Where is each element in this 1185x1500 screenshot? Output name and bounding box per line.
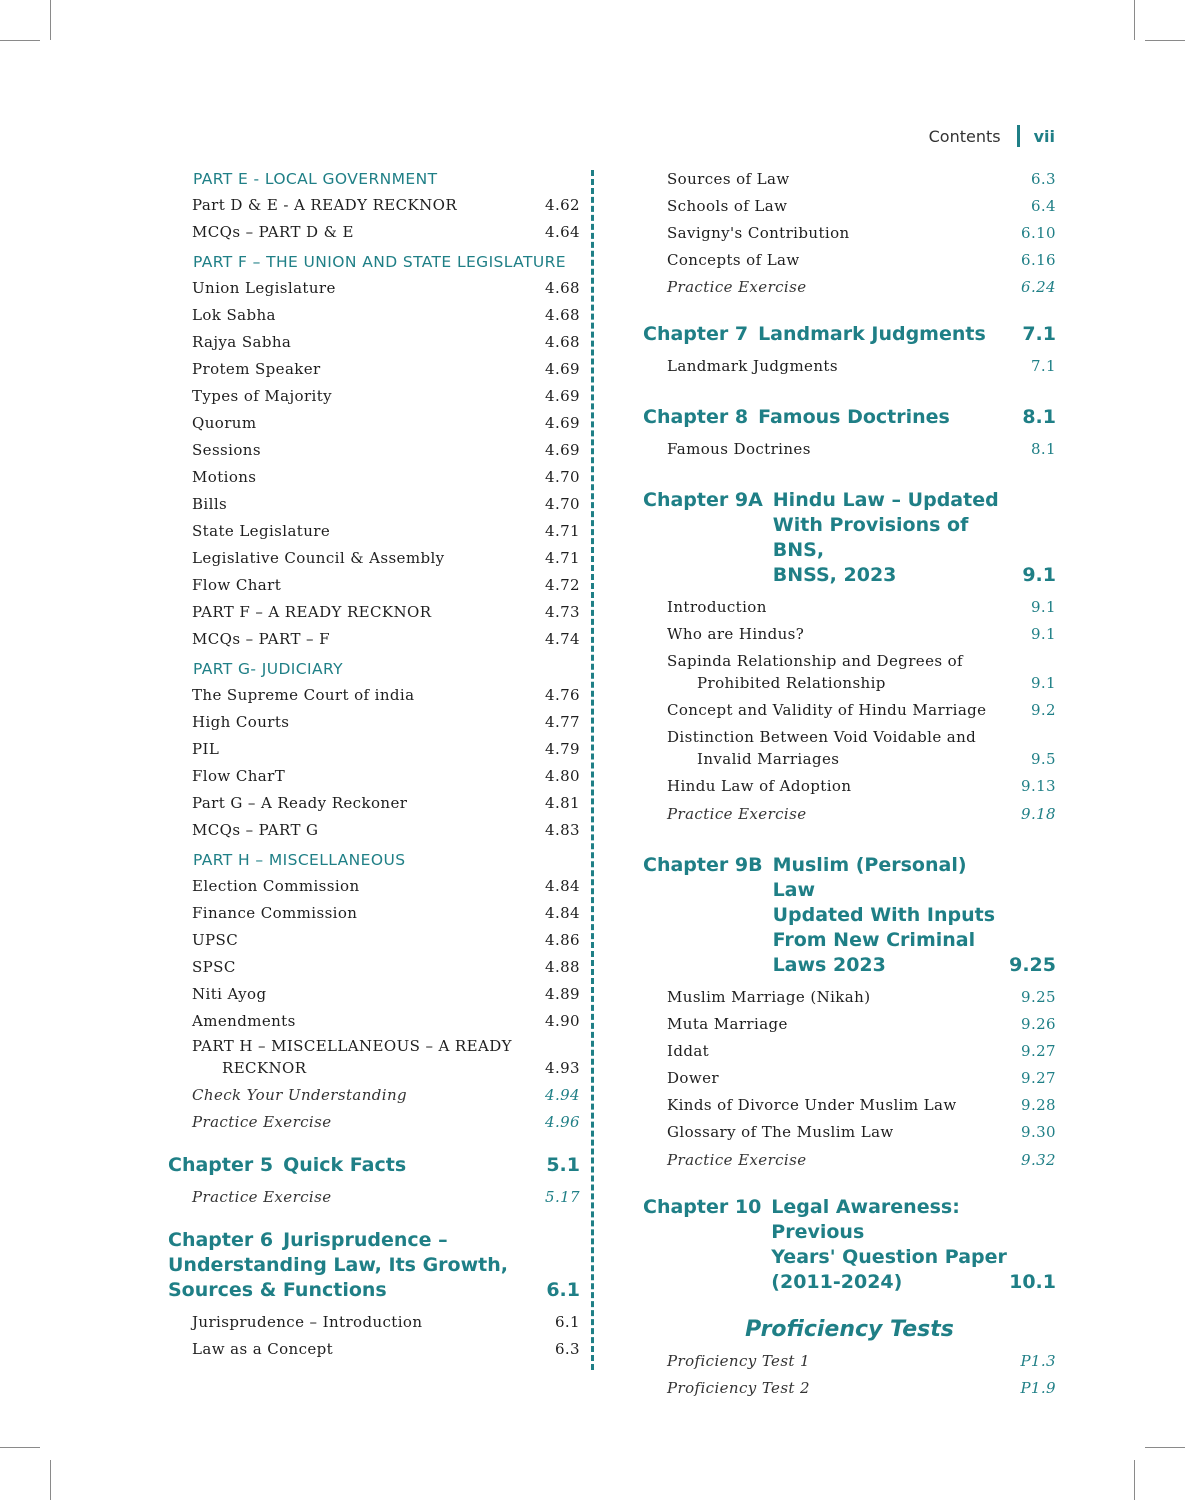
toc-entry-page: 7.1: [1030, 357, 1056, 375]
toc-entry-title: Quorum: [192, 414, 257, 432]
toc-entry[interactable]: [643, 1067, 1056, 1089]
chapter-heading[interactable]: [643, 853, 1056, 978]
toc-entry[interactable]: [168, 684, 580, 706]
part-heading: PART E - LOCAL GOVERNMENT: [193, 170, 438, 188]
toc-entry[interactable]: [643, 1094, 1056, 1116]
toc-entry-page: 4.70: [545, 468, 580, 486]
toc-entry[interactable]: [168, 520, 580, 542]
toc-entry[interactable]: [643, 222, 1056, 244]
toc-entry-title: Rajya Sabha: [192, 333, 292, 351]
toc-entry-title: Bills: [192, 495, 228, 513]
toc-entry-page: 4.84: [545, 877, 580, 895]
crop-mark: [50, 0, 51, 40]
toc-entry-page: 4.86: [545, 931, 580, 949]
toc-entry[interactable]: [643, 276, 1056, 298]
toc-entry[interactable]: [168, 304, 580, 326]
toc-entry[interactable]: [643, 168, 1056, 190]
toc-entry-title: Landmark Judgments: [667, 357, 838, 375]
toc-entry-title: Savigny's Contribution: [667, 224, 850, 242]
chapter-title: Understanding Law, Its Growth,: [168, 1254, 508, 1276]
toc-entry-title: Motions: [192, 468, 257, 486]
toc-entry[interactable]: [168, 221, 580, 243]
running-head: [929, 125, 1055, 147]
toc-list: [168, 277, 580, 650]
chapter-title: Jurisprudence –: [283, 1229, 448, 1251]
toc-entry[interactable]: [168, 765, 580, 787]
toc-entry-title: UPSC: [192, 931, 239, 949]
toc-entry-page: 9.1: [1030, 625, 1056, 643]
toc-entry[interactable]: [168, 1111, 580, 1133]
toc-entry-title: Practice Exercise: [667, 1151, 807, 1169]
chapter-number: Chapter 7: [643, 323, 749, 345]
chapter-title: Legal Awareness: Previous: [771, 1196, 960, 1243]
toc-entry-title: Union Legislature: [192, 279, 336, 297]
toc-entry-title: PART H – MISCELLANEOUS – A READY: [192, 1037, 512, 1055]
toc-entry[interactable]: [643, 1350, 1056, 1372]
toc-entry-title: Check Your Understanding: [192, 1086, 408, 1104]
running-head-label: Contents: [928, 126, 1001, 146]
toc-entry-page: 4.80: [545, 767, 580, 785]
chapter-number: Chapter 8: [643, 406, 749, 428]
chapter-title: Sources & Functions: [168, 1279, 387, 1301]
toc-entry[interactable]: [168, 792, 580, 814]
chapter-heading[interactable]: [643, 405, 1056, 430]
crop-mark: [1134, 0, 1135, 40]
toc-entry[interactable]: [168, 956, 580, 978]
toc-entry-page: 8.1: [1030, 440, 1056, 458]
running-head-separator: [1017, 125, 1020, 147]
toc-entry[interactable]: [168, 412, 580, 434]
toc-entry[interactable]: [643, 775, 1056, 797]
toc-list: [168, 875, 580, 1032]
chapter-heading[interactable]: [643, 1195, 1056, 1295]
toc-list: [168, 194, 580, 243]
toc-list: [643, 355, 1056, 377]
toc-entry-title: Sources of Law: [667, 170, 790, 188]
toc-entry[interactable]: [168, 466, 580, 488]
toc-entry-page: 4.68: [545, 306, 580, 324]
chapter-number: Chapter 10: [643, 1196, 762, 1218]
toc-entry-title: Sapinda Relationship and Degrees of: [667, 652, 963, 670]
toc-entry[interactable]: [643, 803, 1056, 825]
chapter-title: From New Criminal: [772, 929, 976, 951]
crop-mark: [1134, 1460, 1135, 1500]
chapter-heading[interactable]: [168, 1153, 580, 1178]
chapter-title: Hindu Law – Updated: [772, 489, 999, 511]
toc-entry-title: RECKNOR: [222, 1059, 307, 1077]
toc-entry-page: 4.72: [545, 576, 580, 594]
toc-entry-page: P1.3: [1020, 1352, 1056, 1370]
toc-entry-page: 4.84: [545, 904, 580, 922]
page-number: vii: [1033, 126, 1055, 146]
toc-entry[interactable]: [643, 1040, 1056, 1062]
chapter-page: 8.1: [1022, 406, 1056, 428]
toc-entry-page: 4.83: [545, 821, 580, 839]
toc-entry[interactable]: [168, 983, 580, 1005]
chapter-title: Laws 2023: [772, 954, 886, 976]
toc-entry-title: Introduction: [667, 598, 767, 616]
toc-entry-title: Distinction Between Void Voidable and: [667, 728, 977, 746]
toc-entry-page: 4.77: [545, 713, 580, 731]
toc-entry[interactable]: [168, 574, 580, 596]
toc-entry[interactable]: [168, 331, 580, 353]
toc-entry[interactable]: [168, 902, 580, 924]
crop-mark: [0, 1447, 40, 1448]
toc-entry-title: Proficiency Test 2: [667, 1379, 810, 1397]
toc-entry-title: Part D & E - A READY RECKNOR: [192, 196, 458, 214]
toc-entry-title: Flow Chart: [192, 576, 282, 594]
toc-entry[interactable]: [168, 711, 580, 733]
toc-entry-title: Finance Commission: [192, 904, 358, 922]
toc-entry-title: Part G – A Ready Reckoner: [192, 794, 408, 812]
toc-entry[interactable]: [643, 1121, 1056, 1143]
toc-entry[interactable]: [643, 1377, 1056, 1399]
toc-entry-page: 9.1: [1030, 598, 1056, 616]
toc-entry[interactable]: [168, 385, 580, 407]
part-heading: PART G- JUDICIARY: [193, 660, 343, 678]
chapter-title: Landmark Judgments: [758, 323, 986, 345]
toc-entry-page: 4.76: [545, 686, 580, 704]
toc-entry[interactable]: [168, 929, 580, 951]
toc-entry-page: 4.69: [545, 387, 580, 405]
toc-entry-page: 4.94: [545, 1086, 580, 1104]
toc-entry-title: Prohibited Relationship: [697, 674, 886, 692]
toc-entry-page: 4.68: [545, 279, 580, 297]
chapter-title: Muslim (Personal) Law: [772, 854, 967, 901]
toc-entry-page: 4.74: [545, 630, 580, 648]
toc-entry[interactable]: [643, 249, 1056, 271]
part-heading: PART H – MISCELLANEOUS: [193, 851, 406, 869]
chapter-title: With Provisions of BNS,: [772, 514, 969, 561]
toc-entry-page: 9.28: [1021, 1096, 1056, 1114]
toc-entry-title: Election Commission: [192, 877, 360, 895]
toc-entry[interactable]: [168, 439, 580, 461]
toc-entry-page: 6.3: [554, 1340, 580, 1358]
toc-entry-title: Concepts of Law: [667, 251, 800, 269]
toc-entry-page: 9.26: [1021, 1015, 1056, 1033]
toc-entry-title: The Supreme Court of india: [192, 686, 415, 704]
toc-entry-page: 4.79: [545, 740, 580, 758]
toc-entry-title: Glossary of The Muslim Law: [667, 1123, 894, 1141]
toc-entry[interactable]: [643, 1013, 1056, 1035]
chapter-heading[interactable]: [643, 488, 1056, 588]
toc-entry-page: 6.4: [1030, 197, 1056, 215]
chapter-number: Chapter 5: [168, 1154, 274, 1176]
chapter-page: 9.25: [1009, 954, 1056, 976]
toc-entry-title: High Courts: [192, 713, 290, 731]
toc-entry-page: 4.88: [545, 958, 580, 976]
toc-entry-title: Dower: [667, 1069, 719, 1087]
chapter-page: 10.1: [1009, 1271, 1056, 1293]
toc-entry-title: Legislative Council & Assembly: [192, 549, 445, 567]
toc-list: [643, 1350, 1056, 1399]
toc-entry[interactable]: [643, 355, 1056, 377]
toc-entry-page: 4.64: [545, 223, 580, 241]
toc-entry[interactable]: [168, 277, 580, 299]
toc-entry[interactable]: [168, 738, 580, 760]
toc-entry-page: 9.27: [1021, 1069, 1056, 1087]
toc-entry-page: 9.18: [1021, 805, 1056, 823]
toc-entry-page: 9.5: [1030, 750, 1056, 768]
chapter-number: Chapter 9A: [643, 489, 763, 511]
toc-entry-title: Who are Hindus?: [667, 625, 805, 643]
toc-entry[interactable]: [168, 1084, 580, 1106]
toc-entry-title: Sessions: [192, 441, 261, 459]
toc-entry[interactable]: [643, 1149, 1056, 1171]
toc-entry-title: Hindu Law of Adoption: [667, 777, 852, 795]
toc-entry-page: 4.71: [545, 549, 580, 567]
crop-mark: [1145, 40, 1185, 41]
chapter-title: (2011-2024): [771, 1271, 903, 1293]
toc-entry-title: Concept and Validity of Hindu Marriage: [667, 701, 987, 719]
toc-entry[interactable]: [643, 726, 1056, 770]
toc-entry-page: 9.1: [1030, 674, 1056, 692]
toc-entry[interactable]: [168, 358, 580, 380]
toc-entry[interactable]: [643, 195, 1056, 217]
toc-list: [643, 168, 1056, 271]
toc-entry[interactable]: [643, 596, 1056, 618]
chapter-number: Chapter 6: [168, 1229, 274, 1251]
toc-entry[interactable]: [168, 1010, 580, 1032]
toc-entry-title: MCQs – PART – F: [192, 630, 330, 648]
toc-entry-title: Famous Doctrines: [667, 440, 811, 458]
toc-entry-title: Practice Exercise: [192, 1188, 332, 1206]
chapter-title: Famous Doctrines: [758, 406, 950, 428]
toc-entry[interactable]: [643, 650, 1056, 694]
toc-entry-title: Practice Exercise: [192, 1113, 332, 1131]
toc-entry-page: 4.96: [545, 1113, 580, 1131]
toc-entry-title: Law as a Concept: [192, 1340, 334, 1358]
toc-entry-title: Jurisprudence – Introduction: [192, 1313, 423, 1331]
toc-entry[interactable]: [643, 986, 1056, 1008]
toc-entry[interactable]: [168, 601, 580, 623]
toc-entry[interactable]: [643, 438, 1056, 460]
toc-left-column: [168, 168, 580, 1365]
proficiency-tests-heading: Proficiency Tests: [745, 1317, 954, 1342]
toc-entry-title: Flow CharT: [192, 767, 286, 785]
toc-entry-page: 9.2: [1030, 701, 1056, 719]
toc-entry-page: 9.13: [1021, 777, 1056, 795]
toc-entry-page: 4.69: [545, 360, 580, 378]
toc-entry-page: 5.17: [545, 1188, 580, 1206]
chapter-title: Years' Question Paper: [771, 1246, 1007, 1268]
toc-entry-title: Kinds of Divorce Under Muslim Law: [667, 1096, 957, 1114]
toc-entry-title: Muslim Marriage (Nikah): [667, 988, 871, 1006]
crop-mark: [0, 40, 40, 41]
toc-list: [643, 438, 1056, 460]
chapter-page: 6.1: [546, 1279, 580, 1301]
toc-entry[interactable]: [168, 547, 580, 569]
toc-entry-title: Practice Exercise: [667, 278, 807, 296]
crop-mark: [1145, 1447, 1185, 1448]
toc-list: [168, 1311, 580, 1360]
part-heading: PART F – THE UNION AND STATE LEGISLATURE: [193, 253, 566, 271]
toc-entry-title: MCQs – PART G: [192, 821, 319, 839]
toc-entry[interactable]: [168, 1311, 580, 1333]
toc-entry-title: SPSC: [192, 958, 236, 976]
toc-entry-page: 9.27: [1021, 1042, 1056, 1060]
chapter-page: 5.1: [546, 1154, 580, 1176]
toc-entry[interactable]: [643, 623, 1056, 645]
toc-entry-title: Invalid Marriages: [697, 750, 840, 768]
toc-entry-title: Practice Exercise: [667, 805, 807, 823]
toc-entry-title: Lok Sabha: [192, 306, 276, 324]
toc-entry-page: 4.81: [545, 794, 580, 812]
toc-entry-page: 9.30: [1021, 1123, 1056, 1141]
toc-entry[interactable]: [168, 1035, 580, 1079]
toc-list: [643, 986, 1056, 1143]
toc-entry-title: Proficiency Test 1: [667, 1352, 810, 1370]
toc-entry[interactable]: [168, 875, 580, 897]
toc-entry-page: 4.69: [545, 441, 580, 459]
toc-entry-page: 4.69: [545, 414, 580, 432]
toc-entry[interactable]: [168, 628, 580, 650]
chapter-title: BNSS, 2023: [772, 564, 897, 586]
chapter-heading[interactable]: [168, 1228, 580, 1303]
toc-right-column: [643, 168, 1056, 1404]
chapter-page: 9.1: [1022, 564, 1056, 586]
toc-entry-page: 4.90: [545, 1012, 580, 1030]
toc-list: [643, 596, 1056, 645]
column-divider: [591, 170, 594, 1370]
toc-entry-page: P1.9: [1020, 1379, 1056, 1397]
chapter-page: 7.1: [1022, 323, 1056, 345]
chapter-heading[interactable]: [643, 322, 1056, 347]
toc-entry-page: 4.73: [545, 603, 580, 621]
toc-entry-title: Niti Ayog: [192, 985, 267, 1003]
toc-entry-title: MCQs – PART D & E: [192, 223, 354, 241]
toc-entry-page: 6.1: [554, 1313, 580, 1331]
toc-entry-page: 9.25: [1021, 988, 1056, 1006]
toc-entry-title: Schools of Law: [667, 197, 788, 215]
toc-list: [168, 684, 580, 841]
toc-entry-title: Protem Speaker: [192, 360, 321, 378]
toc-entry-page: 6.3: [1030, 170, 1056, 188]
toc-entry[interactable]: [643, 699, 1056, 721]
toc-entry-title: Muta Marriage: [667, 1015, 788, 1033]
toc-entry-page: 6.16: [1021, 251, 1056, 269]
chapter-title: Updated With Inputs: [772, 904, 996, 926]
chapter-title: Quick Facts: [283, 1154, 407, 1176]
toc-entry-page: 6.10: [1021, 224, 1056, 242]
toc-entry[interactable]: [168, 194, 580, 216]
crop-mark: [50, 1460, 51, 1500]
toc-entry-page: 4.71: [545, 522, 580, 540]
toc-entry-title: Amendments: [192, 1012, 296, 1030]
toc-entry-page: 9.32: [1021, 1151, 1056, 1169]
toc-entry-title: PART F – A READY RECKNOR: [192, 603, 432, 621]
toc-entry-title: PIL: [192, 740, 220, 758]
toc-entry[interactable]: [168, 819, 580, 841]
toc-entry-title: State Legislature: [192, 522, 331, 540]
toc-entry-page: 4.89: [545, 985, 580, 1003]
toc-entry-page: 6.24: [1021, 278, 1056, 296]
toc-entry[interactable]: [168, 493, 580, 515]
toc-entry[interactable]: [168, 1338, 580, 1360]
toc-entry-page: 4.68: [545, 333, 580, 351]
toc-entry-title: Iddat: [667, 1042, 710, 1060]
toc-entry[interactable]: [168, 1186, 580, 1208]
toc-entry-page: 4.62: [545, 196, 580, 214]
toc-entry-page: 4.93: [545, 1059, 580, 1077]
toc-entry-page: 4.70: [545, 495, 580, 513]
chapter-number: Chapter 9B: [643, 854, 763, 876]
toc-entry-title: Types of Majority: [192, 387, 333, 405]
